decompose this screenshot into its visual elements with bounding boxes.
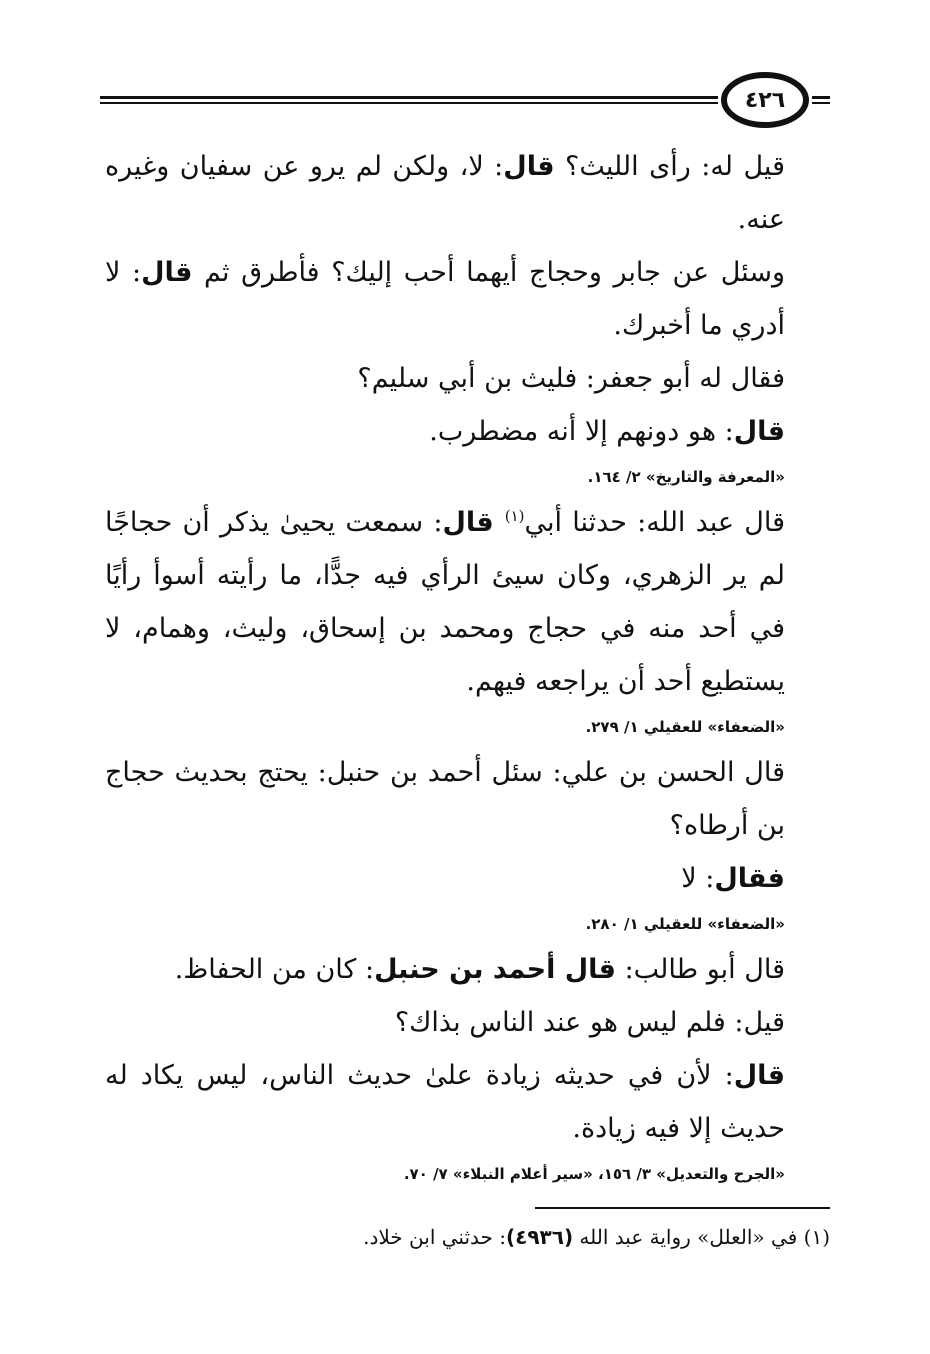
footnote-text: في «العلل» رواية عبد الله	[573, 1225, 804, 1249]
paragraph	[105, 996, 785, 1049]
paragraph	[105, 405, 785, 458]
paragraph	[105, 746, 785, 852]
source-citation: «المعرفة والتاريخ» ٢/ ١٦٤.	[587, 468, 785, 486]
bold-text: قال	[442, 507, 505, 538]
text: وسئل عن جابر وحجاج أيهما أحب إليك؟ فأطرق ثم	[192, 257, 785, 288]
source-citation: «الضعفاء» للعقيلي ١/ ٢٨٠.	[585, 915, 785, 933]
source-citation: «الضعفاء» للعقيلي ١/ ٢٧٩.	[585, 718, 785, 736]
text: : سمعت يحيىٰ يذكر أن حجاجًا لم ير الزهري، وكان سيئ الرأي فيه جدًّا، ما رأيته أسوأ رأيًا في أحد منه في حجاج ومحمد بن إسحاق، وليث، وهمام، لا يستطيع أحد أن يراجعه فيهم.	[105, 507, 786, 697]
header-rule	[812, 102, 830, 104]
text: : لأن في حديثه زيادة علىٰ حديث الناس، ليس يكاد له حديث إلا فيه زيادة.	[105, 1060, 785, 1144]
text: قال عبد الله: حدثنا أبي	[524, 507, 785, 538]
header-rule	[812, 96, 830, 99]
text: قيل: فلم ليس هو عند الناس بذاك؟	[394, 1007, 785, 1038]
paragraph	[105, 496, 785, 708]
source-citation: «الجرح والتعديل» ٣/ ١٥٦، «سير أعلام النبلاء» ٧/ ٧٠.	[403, 1165, 785, 1183]
footnote-text: : حدثني ابن خلاد.	[363, 1225, 506, 1249]
bold-text: قال أحمد بن حنبل	[374, 954, 616, 985]
text: : كان من الحفاظ.	[174, 954, 375, 985]
text: قال الحسن بن علي: سئل أحمد بن حنبل: يحتج بحديث حجاج بن أرطاه؟	[105, 757, 785, 841]
paragraph	[105, 140, 785, 246]
bold-text: قال	[733, 1060, 785, 1091]
footnote-marker[interactable]: (١)	[504, 507, 525, 525]
page-number-badge	[721, 72, 809, 128]
paragraph	[105, 852, 785, 905]
paragraph	[105, 246, 785, 352]
bold-text: قال	[733, 416, 785, 447]
bold-text: قال	[503, 151, 555, 182]
header-rule	[100, 96, 718, 99]
paragraph	[105, 352, 785, 405]
footnote-number: (١)	[803, 1225, 830, 1249]
bold-text: فقال	[714, 863, 785, 894]
text: : لا أدري ما أخبرك.	[105, 257, 785, 341]
text: قال أبو طالب:	[615, 954, 785, 985]
paragraph	[105, 943, 785, 996]
bold-text: قال	[141, 257, 193, 288]
footnote	[300, 1220, 830, 1254]
header-rule	[100, 102, 718, 104]
footnote-rule	[535, 1207, 830, 1209]
text: قيل له: رأى الليث؟	[554, 151, 785, 182]
paragraph	[105, 1049, 785, 1155]
main-text	[105, 140, 785, 1193]
text: : هو دونهم إلا أنه مضطرب.	[429, 416, 734, 447]
text: : لا	[681, 863, 715, 894]
page-number: ٤٢٦	[744, 87, 786, 113]
text: فقال له أبو جعفر: فليث بن أبي سليم؟	[357, 363, 785, 394]
text: : لا، ولكن لم يرو عن سفيان وغيره عنه.	[105, 151, 785, 235]
footnote-ref: (٤٩٣٦)	[505, 1225, 574, 1249]
